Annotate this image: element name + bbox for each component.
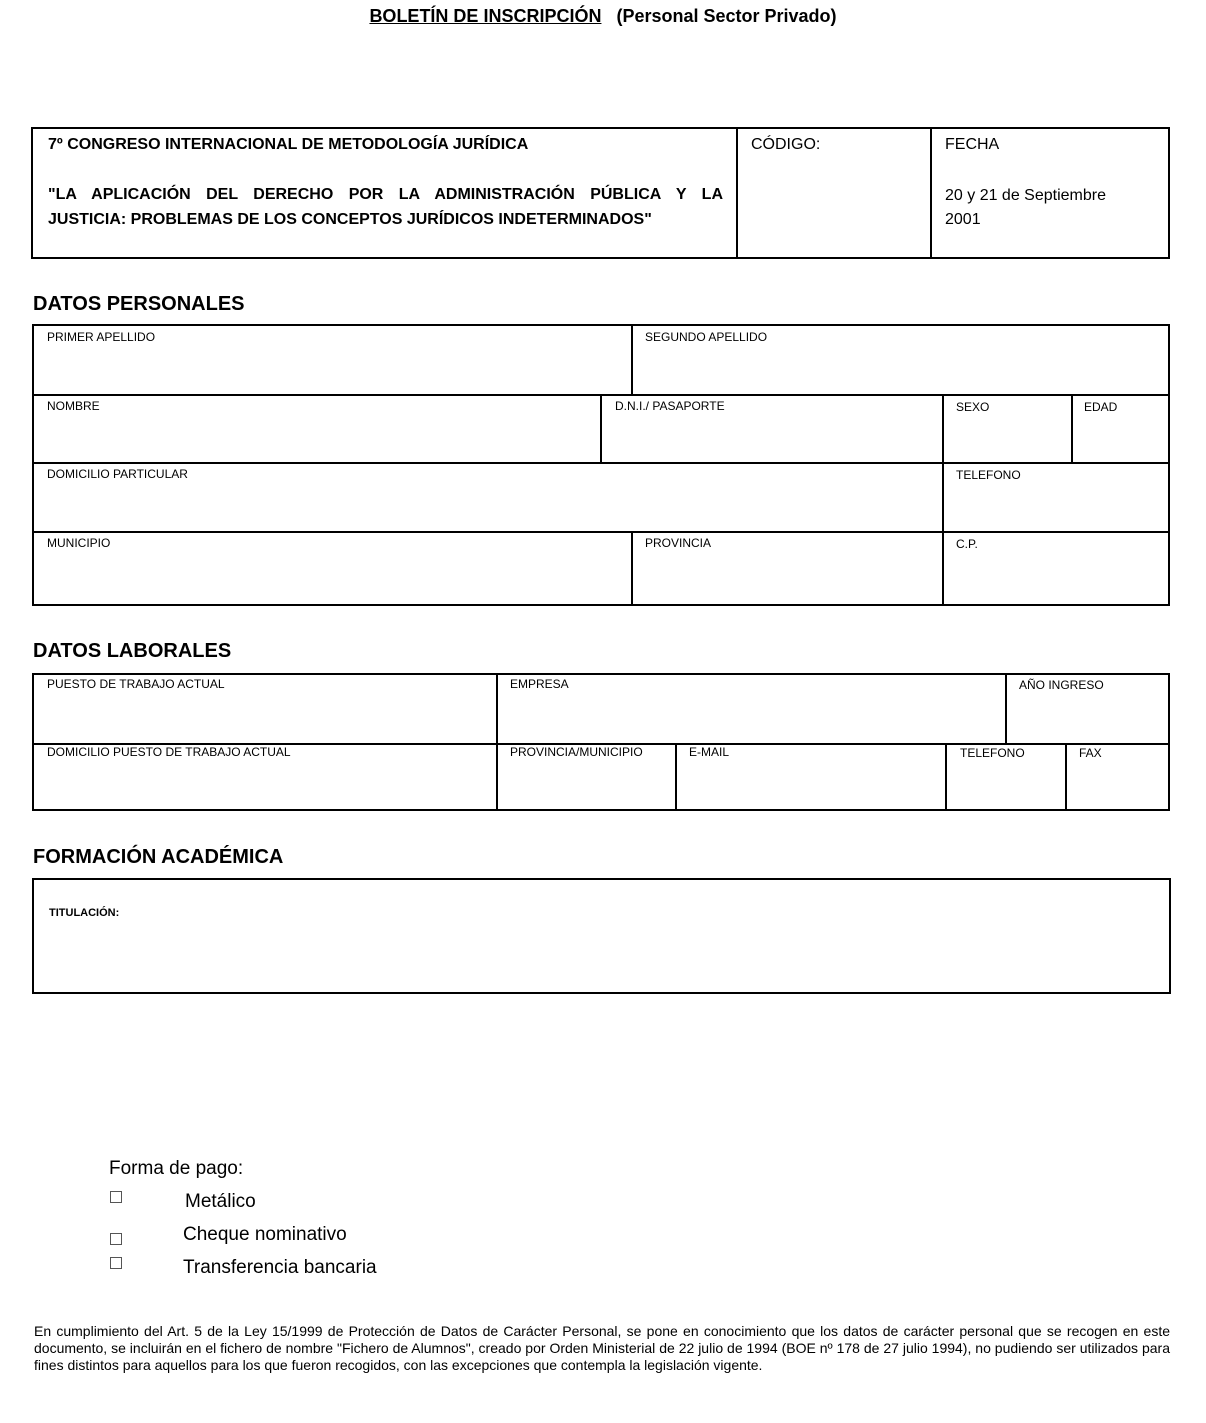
date-line1: 20 y 21 de Septiembre (945, 187, 1106, 204)
field-anio-ingreso[interactable]: AÑO INGRESO (1019, 678, 1104, 692)
field-domicilio-puesto[interactable]: DOMICILIO PUESTO DE TRABAJO ACTUAL (47, 745, 291, 759)
field-nombre[interactable]: NOMBRE (47, 399, 100, 413)
form-title (0, 6, 1206, 27)
payment-option-metalico: Metálico (185, 1191, 256, 1212)
academica-box (32, 878, 1171, 994)
field-primer-apellido[interactable]: PRIMER APELLIDO (47, 330, 156, 344)
field-cp[interactable]: C.P. (956, 537, 978, 551)
checkbox-transferencia[interactable] (110, 1257, 122, 1269)
field-email[interactable]: E-MAIL (689, 745, 730, 759)
laboral-box (32, 673, 1170, 811)
checkbox-cheque[interactable] (110, 1233, 122, 1245)
checkbox-metalico[interactable] (110, 1191, 122, 1203)
field-edad[interactable]: EDAD (1084, 400, 1118, 414)
payment-option-transferencia: Transferencia bancaria (183, 1257, 377, 1278)
academica-heading: FORMACIÓN ACADÉMICA (33, 846, 284, 868)
field-dni[interactable]: D.N.I./ PASAPORTE (615, 399, 725, 413)
field-puesto[interactable]: PUESTO DE TRABAJO ACTUAL (47, 677, 225, 691)
congress-theme-line2: JUSTICIA: PROBLEMAS DE LOS CONCEPTOS JURÍDICOS INDETERMINADOS" (48, 211, 652, 228)
date-label: FECHA (945, 136, 1000, 153)
congress-name: 7º CONGRESO INTERNACIONAL DE METODOLOGÍA JURÍDICA (48, 136, 529, 153)
date-line2: 2001 (945, 211, 981, 228)
field-telefono-laboral[interactable]: TELEFONO (960, 746, 1025, 760)
payment-option-cheque: Cheque nominativo (183, 1224, 347, 1245)
field-municipio[interactable]: MUNICIPIO (47, 536, 111, 550)
field-provincia[interactable]: PROVINCIA (645, 536, 712, 550)
field-fax[interactable]: FAX (1079, 746, 1102, 760)
field-provincia-municipio[interactable]: PROVINCIA/MUNICIPIO (510, 745, 643, 759)
field-telefono[interactable]: TELEFONO (956, 468, 1021, 482)
congress-theme-line1: "LA APLICACIÓN DEL DERECHO POR LA ADMINISTRACIÓN PÚBLICA Y LA (48, 186, 723, 203)
laboral-heading: DATOS LABORALES (33, 640, 232, 662)
form-title-main: BOLETÍN DE INSCRIPCIÓN (369, 6, 602, 26)
form-subtitle: (Personal Sector Privado) (616, 6, 837, 26)
field-segundo-apellido[interactable]: SEGUNDO APELLIDO (645, 330, 768, 344)
legal-notice: En cumplimiento del Art. 5 de la Ley 15/1999 de Protección de Datos de Carácter Personal, se pone en conocimiento que los datos de carácter personal que se recogen en este documento, se incluirán en el fichero de nombre "Fichero de Alumnos", creado por Orden Ministerial de 22 julio de 1994 (BOE nº 178 de 27 julio 1994), no pudiendo ser utilizados para fines distintos para aquellos para los que fueron recogidos, con las excepciones que contempla la legislación vigente. (34, 1323, 1170, 1373)
congress-box (31, 127, 1170, 259)
personal-box (32, 324, 1170, 606)
field-titulacion[interactable]: TITULACIÓN: (49, 907, 120, 919)
personal-heading: DATOS PERSONALES (33, 293, 245, 315)
field-sexo[interactable]: SEXO (956, 400, 990, 414)
payment-title: Forma de pago: (109, 1158, 244, 1179)
field-empresa[interactable]: EMPRESA (510, 677, 569, 691)
code-label: CÓDIGO: (751, 136, 821, 153)
field-domicilio[interactable]: DOMICILIO PARTICULAR (47, 467, 188, 481)
